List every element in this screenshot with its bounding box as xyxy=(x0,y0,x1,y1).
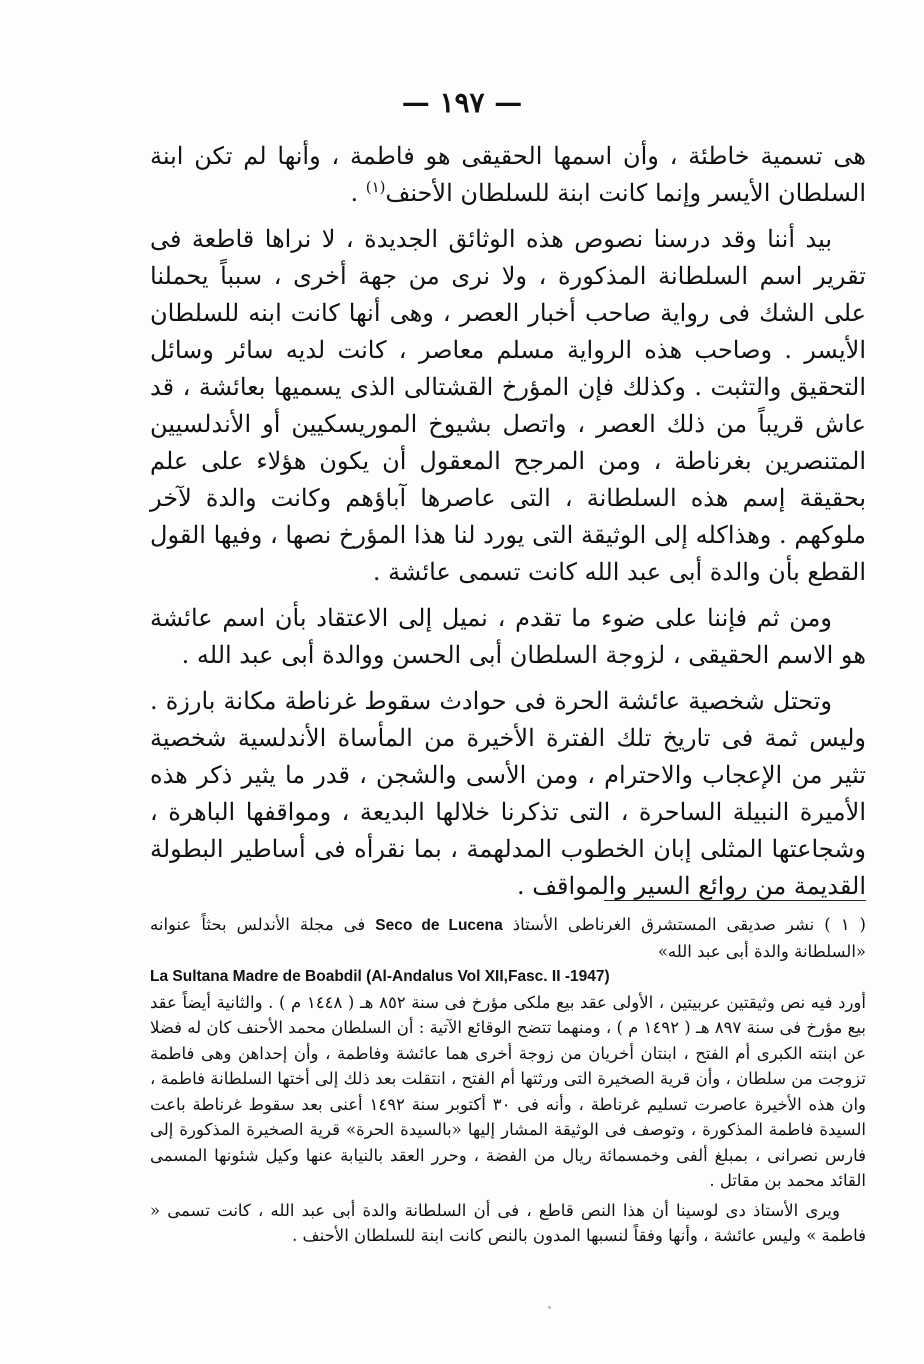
paper-speck xyxy=(548,1306,551,1309)
footnote-1-marker: ( ١ ) xyxy=(824,915,866,934)
footnote-divider xyxy=(604,900,866,901)
footnotes xyxy=(150,912,866,1253)
paragraph-3: ومن ثم فإننا على ضوء ما تقدم ، نميل إلى الاعتقاد بأن اسم عائشة هو الاسم الحقيقى ، لزوجة السلطان أبى الحسن ووالدة أبى عبد الله . xyxy=(150,604,866,669)
paragraph-4: وتحتل شخصية عائشة الحرة فى حوادث سقوط غرناطة مكانة بارزة . وليس ثمة فى تاريخ تلك الفترة الأخيرة من المأساة الأندلسية شخصية تثير من الإعجاب والاحترام ، ومن الأسى والشجن ، قدر ما يثير ذكر هذه الأميرة النبيلة الساحرة ، التى تذكرنا خلالها البديعة ، ومواقفها الباهرة ، وشجاعتها المثلى إبان الخطوب المدلهمة ، بما نقرأه فى أساطير البطولة القديمة من روائع السير والمواقف . xyxy=(150,687,866,900)
paragraph-1-text: هى تسمية خاطئة ، وأن اسمها الحقيقى هو فاطمة ، وأنها لم تكن ابنة السلطان الأيسر وإنما كانت ابنة للسلطان الأحنف xyxy=(150,142,866,207)
footnote-1-part-c: أورد فيه نص وثيقتين عربيتين ، الأولى عقد بيع ملكى مؤرخ فى سنة ٨٥٢ هـ ( ١٤٤٨ م ) . والثانية أيضاً عقد بيع مؤرخ فى سنة ٨٩٧ هـ ( ١٤٩٢ م ) ، ومنهما تتضح الوقائع الآتية : أن السلطان محمد الأحنف كان له فضلا عن ابنته الكبرى أم الفتح ، ابنتان أخريان من زوجة أخرى هما عائشة وفاطمة ، وأن إحداهن وهى فاطمة تزوجت من سلطان ، وأن قرية الصخيرة التى ورثتها أم الفتح ، انتقلت بعد ذلك إلى أختها السلطانة فاطمة ، وان هذه الأخيرة عاصرت تسليم غرناطة ، وأنه فى ٣٠ أكتوبر سنة ١٤٩٢ أعنى بعد سقوط غرناطة باعت السيدة فاطمة المذكورة ، وتوصف فى الوثيقة المشار إليها «بالسيدة الحرة» قرية الصخيرة المذكورة إلى فارس نصرانى ، بمبلغ ألفى وخمسمائة ريال من الفضة ، وحرر العقد بالنيابة عنها وكيل شئونها المسمى القائد محمد بن مقاتل . xyxy=(150,992,867,1190)
paragraph-2: بيد أننا وقد درسنا نصوص هذه الوثائق الجديدة ، لا نراها قاطعة فى تقرير اسم السلطانة المذكورة ، ولا نرى من جهة أخرى ، سبباً يحملنا على الشك فى رواية صاحب أخبار العصر ، وهى أنها كانت ابنه للسلطان الأيسر . وصاحب هذه الرواية مسلم معاصر ، كانت لديه سائر وسائل التحقيق والتثبت . وكذلك فإن المؤرخ القشتالى الذى يسميها بعائشة ، قد عاش قريباً من ذلك العصر ، واتصل بشيوخ الموريسكيين أو الأندلسيين المتنصرين بغرناطة ، ومن المرجح المعقول أن يكون هؤلاء على علم بحقيقة إسم هذه السلطانة ، التى عاصرها آباؤهم وكانت والدة لآخر ملوكهم . وهذاكله إلى الوثيقة التى يورد لنا هذا المؤرخ نصها ، وفيها القول القطع بأن والدة أبى عبد الله كانت تسمى عائشة . xyxy=(150,225,866,586)
footnote-1-author: Seco de Lucena xyxy=(375,917,503,934)
footnote-1-journal: La Sultana Madre de Boabdil (Al-Andalus Vol XII,Fasc. II -1947) xyxy=(150,968,610,985)
footnote-2: ويرى الأستاذ دى لوسينا أن هذا النص قاطع ، فى أن السلطانة والدة أبى عبد الله ، كانت تسمى « فاطمة » وليس عائشة ، وأنها وفقاً لنسبها المدون بالنص كانت ابنة للسلطان الأحنف . xyxy=(150,1200,866,1245)
footnote-1-part-a: نشر صديقى المستشرق الغرناطى الأستاذ xyxy=(512,915,815,934)
main-text xyxy=(150,138,866,914)
paragraph-1-end: . xyxy=(350,179,366,207)
footnote-1 xyxy=(150,912,866,1194)
page-number: — ١٩٧ — xyxy=(401,86,523,119)
footnote-1-part-b: فى مجلة الأندلس بحثاً عنوانه «السلطانة والدة أبى عبد الله» xyxy=(150,915,866,961)
footnote-reference: (١) xyxy=(365,178,386,196)
paragraph-1 xyxy=(150,138,866,212)
